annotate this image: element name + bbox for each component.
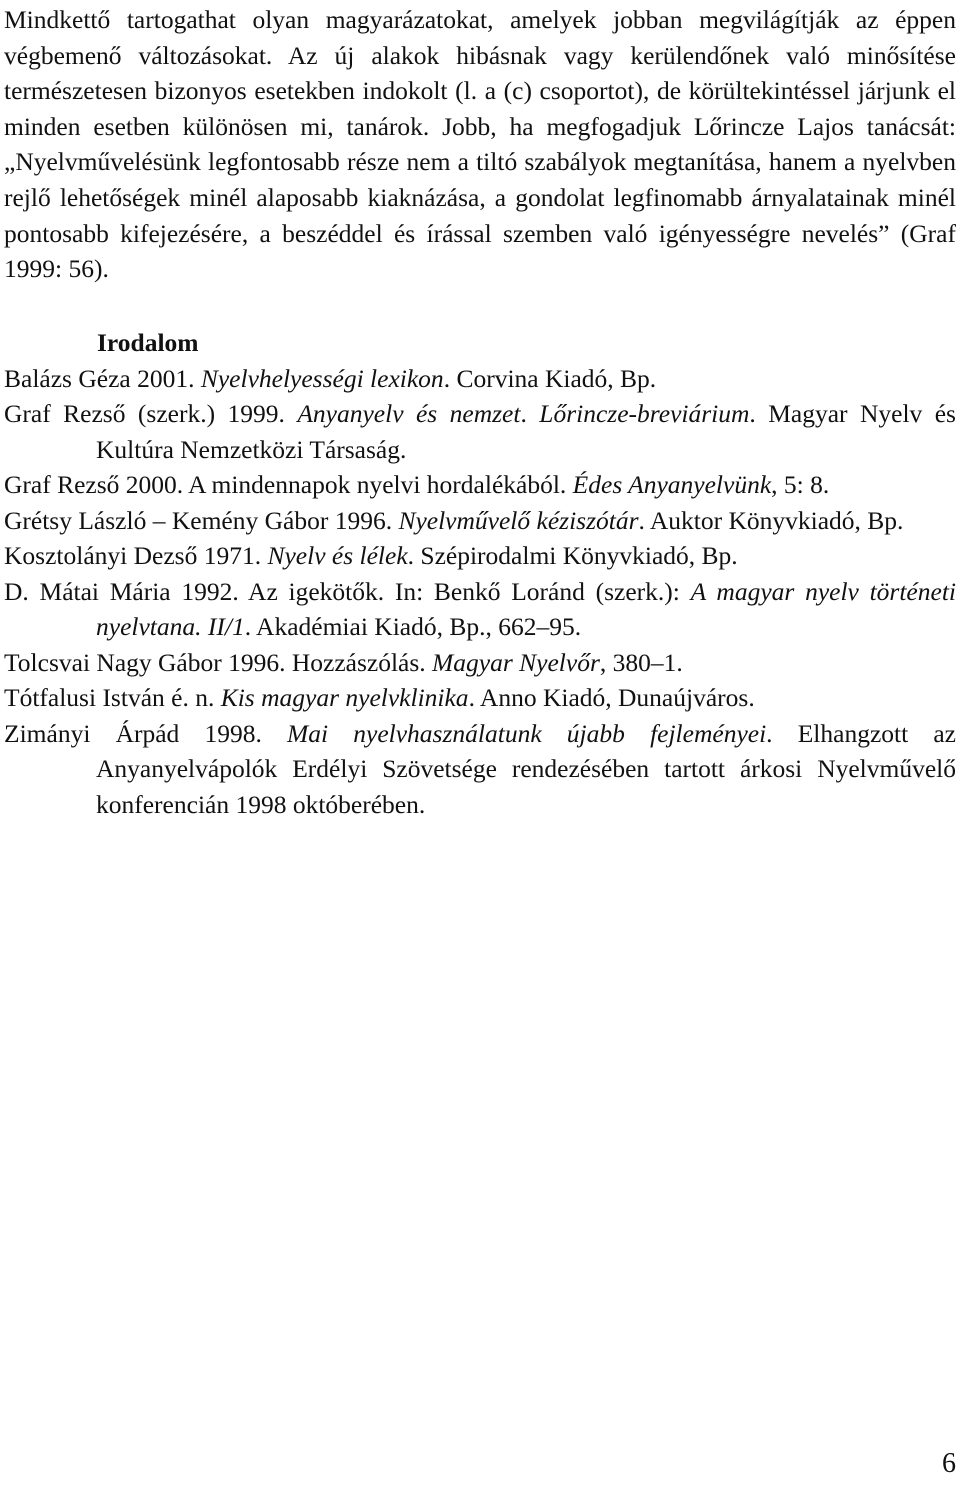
reference-text: Tótfalusi István é. n. (4, 683, 221, 713)
reference-text: . (520, 399, 540, 429)
reference-title-text: Magyar Nyelvőr (432, 647, 600, 677)
reference-text: Balázs Géza 2001. (4, 363, 201, 393)
reference-text: Graf Rezső (szerk.) 1999. (4, 399, 298, 429)
reference-text: . Akadémiai Kiadó, Bp., 662–95. (244, 612, 582, 642)
reference-text: Grétsy László – Kemény Gábor 1996. (4, 505, 399, 535)
reference-text: Tolcsvai Nagy Gábor 1996. Hozzászólás. (4, 647, 433, 677)
reference-text: . Magyar Nyelv és Kultúra Nemzetközi Társaság. (96, 399, 956, 464)
reference-title-text: Lőrincze-breviárium (539, 399, 750, 429)
reference-list (4, 361, 956, 823)
reference-entry (4, 538, 956, 574)
body-paragraph: Mindkettő tartogathat olyan magyarázatokat, amelyek jobban megvilágítják az éppen végbemenő változásokat. Az új alakok hibásnak vagy kerülendőnek való minősítése természetesen bizonyos esetekben indokolt (l. a (c) csoportot), de körültekintéssel járjunk el minden esetben különösen mi, tanárok. Jobb, ha megfogadjuk Lőrincze Lajos tanácsát: „Nyelvművelésünk legfontosabb része nem a tiltó szabályok megtanítása, hanem a nyelvben rejlő lehetőségek minél alaposabb kiaknázása, a gondolat legfinomabb árnyalatainak minél pontosabb kifejezésére, a beszéddel és írással szemben való igényességre nevelés” (Graf 1999: 56). (4, 5, 956, 284)
reference-text: . Auktor Könyvkiadó, Bp. (638, 505, 904, 535)
document-page (4, 0, 956, 822)
reference-text: , 5: 8. (771, 470, 830, 500)
reference-entry (4, 680, 956, 716)
reference-entry (4, 361, 956, 397)
reference-text: , 380–1. (599, 647, 683, 677)
reference-entry (4, 503, 956, 539)
reference-title-text: Kis magyar nyelvklinika (220, 683, 469, 713)
reference-text: Zimányi Árpád 1998. (4, 718, 288, 748)
reference-text: Kosztolányi Dezső 1971. (4, 541, 268, 571)
reference-entry (4, 645, 956, 681)
reference-text: . Szépirodalmi Könyvkiadó, Bp. (407, 541, 738, 571)
reference-title-text: Nyelvművelő kéziszótár (398, 505, 639, 535)
reference-entry (4, 467, 956, 503)
reference-entry (4, 574, 956, 645)
reference-text: . Anno Kiadó, Dunaújváros. (468, 683, 755, 713)
reference-text: Graf Rezső 2000. A mindennapok nyelvi hordalékából. (4, 470, 573, 500)
reference-title-text: Édes Anyanyelvünk (572, 470, 772, 500)
reference-entry (4, 396, 956, 467)
reference-text: . Elhangzott az Anyanyelvápolók Erdélyi Szövetsége rendezésében tartott árkosi Nyelvművelő konferencián 1998 októberében. (96, 718, 956, 819)
section-heading: Irodalom (97, 327, 199, 357)
reference-text: D. Mátai Mária 1992. Az igekötők. In: Benkő Loránd (szerk.): (4, 576, 691, 606)
page-number: 6 (942, 1448, 956, 1479)
reference-title-text: Nyelvhelyességi lexikon (200, 363, 444, 393)
reference-text: . Corvina Kiadó, Bp. (443, 363, 657, 393)
reference-title-text: Nyelv és lélek (267, 541, 408, 571)
reference-title-text: Anyanyelv és nemzet (297, 399, 521, 429)
reference-entry (4, 716, 956, 823)
reference-title-text: A magyar nyelv történeti nyelvtana. II/1 (96, 576, 956, 642)
reference-title-text: Mai nyelvhasználatunk újabb fejleményei (287, 718, 767, 748)
